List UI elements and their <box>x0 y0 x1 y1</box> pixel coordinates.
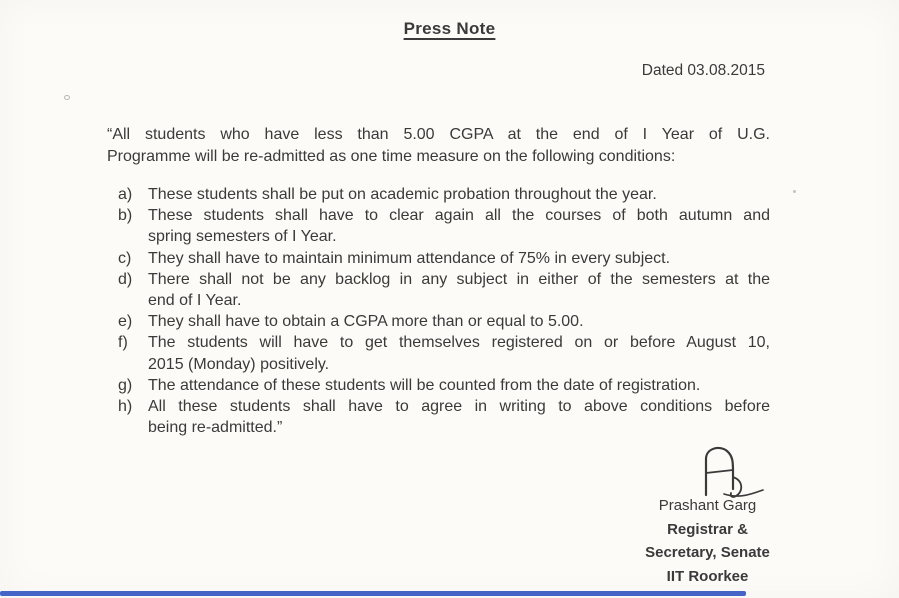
condition-line: They shall have to obtain a CGPA more than or equal to 5.00. <box>148 313 584 331</box>
signatory-name: Prashant Garg <box>658 497 757 514</box>
condition-label: e) <box>118 313 133 331</box>
intro-line: “All students who have less than 5.00 CGPA at the end of I Year of U.G. <box>107 126 770 143</box>
condition-text <box>148 184 770 205</box>
condition-item <box>118 269 774 311</box>
signatory-roles <box>600 518 815 589</box>
condition-label: h) <box>118 398 133 416</box>
condition-line: spring semesters of I Year. <box>148 228 337 246</box>
condition-item <box>118 311 774 332</box>
condition-item <box>118 248 774 269</box>
condition-line: These students shall be put on academic probation throughout the year. <box>148 186 657 203</box>
scan-artifact <box>64 95 70 100</box>
scan-artifact <box>793 190 796 193</box>
condition-label: f) <box>118 334 128 352</box>
handwritten-signature <box>694 443 774 501</box>
condition-text <box>148 311 770 332</box>
condition-item <box>118 205 774 247</box>
document-title-row <box>0 19 899 39</box>
signatory-role: Secretary, Senate <box>645 544 770 561</box>
condition-text <box>148 248 770 269</box>
condition-label: a) <box>118 186 133 203</box>
condition-item <box>118 184 774 205</box>
signatory-role: IIT Roorkee <box>666 567 749 585</box>
condition-line: The students will have to get themselves registered on or before August 10, <box>148 334 770 352</box>
signature-block <box>600 494 815 588</box>
signatory-role: Registrar & <box>667 520 748 538</box>
intro-paragraph <box>107 124 770 167</box>
condition-line: end of I Year. <box>148 292 242 310</box>
condition-line: These students shall have to clear again all the courses of both autumn and <box>148 207 770 225</box>
condition-label: d) <box>118 270 133 288</box>
condition-label: c) <box>118 249 132 267</box>
condition-text <box>148 332 770 374</box>
condition-line: All these students shall have to agree in writing to above conditions before <box>148 398 770 416</box>
condition-line: The attendance of these students will be counted from the date of registration. <box>148 376 701 394</box>
document-title: Press Note <box>403 19 496 38</box>
date-line: Dated 03.08.2015 <box>641 62 765 79</box>
condition-item <box>118 332 774 374</box>
condition-text <box>148 375 770 396</box>
condition-line: being re-admitted.” <box>148 419 283 437</box>
condition-item <box>118 375 774 396</box>
intro-line: Programme will be re-admitted as one time measure on the following conditions: <box>107 147 676 165</box>
condition-line: There shall not be any backlog in any subject in either of the semesters at the <box>148 270 770 288</box>
condition-text <box>148 269 770 311</box>
condition-line: They shall have to maintain minimum attendance of 75% in every subject. <box>148 249 671 267</box>
condition-text <box>148 205 770 247</box>
condition-text <box>148 396 770 438</box>
condition-line: 2015 (Monday) positively. <box>148 355 330 373</box>
scan-edge-line <box>0 591 746 596</box>
condition-label: b) <box>118 207 133 225</box>
conditions-list <box>118 184 774 438</box>
condition-item <box>118 396 774 438</box>
condition-label: g) <box>118 376 133 394</box>
